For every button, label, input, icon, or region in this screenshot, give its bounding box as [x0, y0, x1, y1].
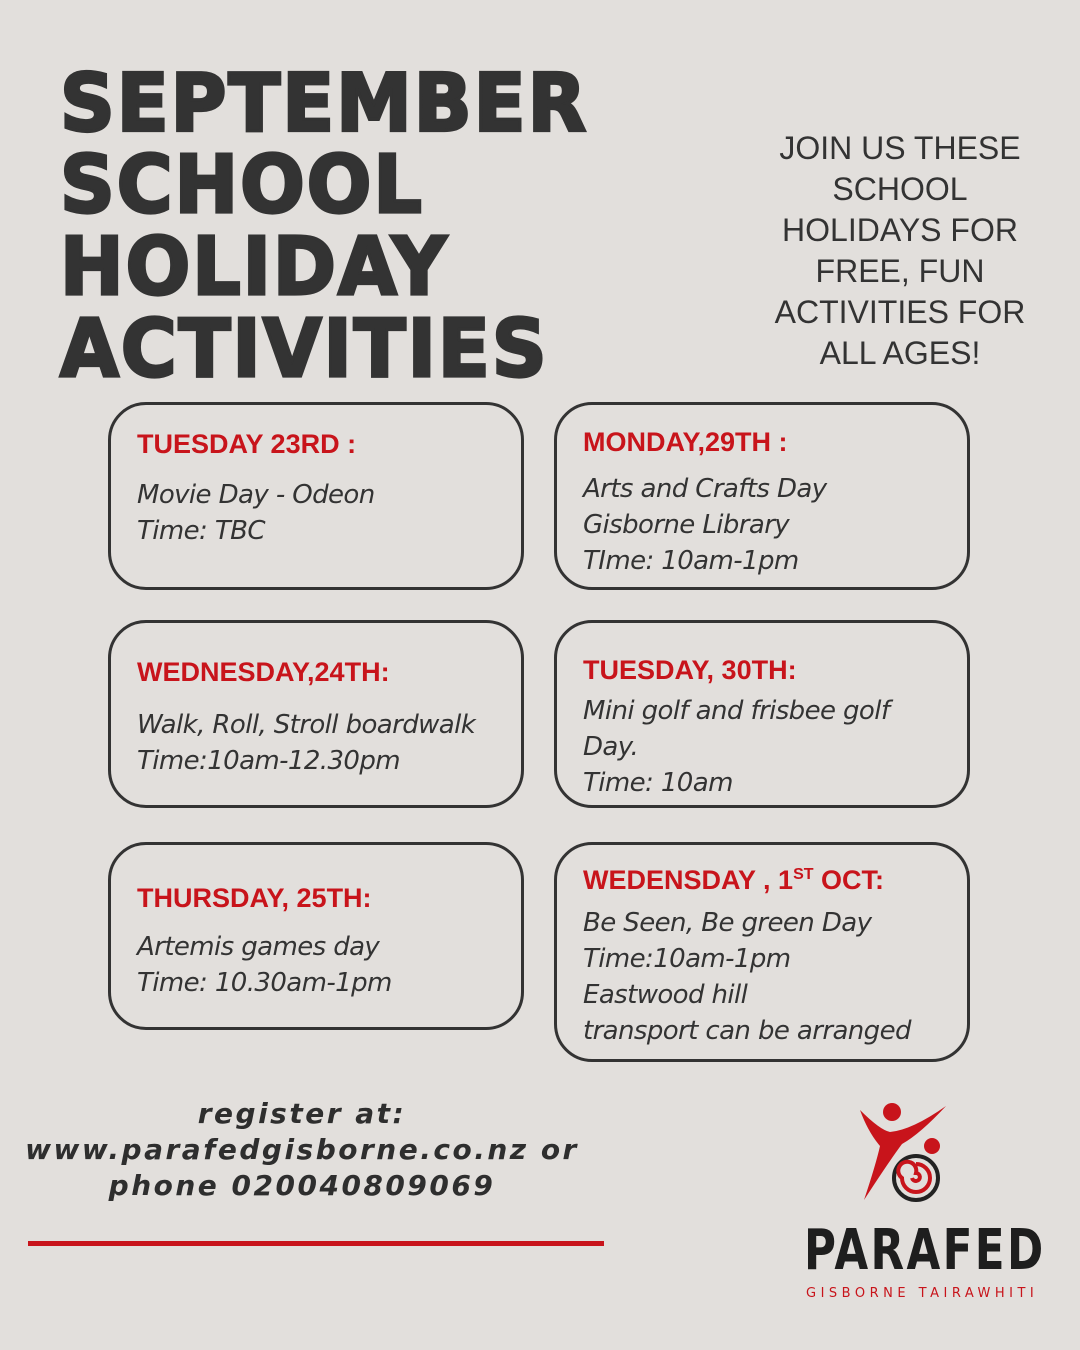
- divider-line: [28, 1241, 604, 1246]
- tagline-line: ALL AGES!: [819, 335, 981, 371]
- logo-name: PARAFED: [804, 1218, 1046, 1283]
- register-phone: phone 020040809069: [108, 1169, 496, 1202]
- event-line: Walk, Roll, Stroll boardwalk: [137, 710, 476, 740]
- event-line: Gisborne Library: [583, 510, 790, 540]
- title-line: SEPTEMBER: [60, 55, 589, 150]
- event-line: Eastwood hill: [583, 980, 748, 1010]
- tagline-line: ACTIVITIES FOR: [774, 294, 1026, 330]
- event-line: Artemis games day: [137, 932, 380, 962]
- event-day: [583, 865, 884, 896]
- event-line: Day.: [583, 732, 639, 762]
- event-day: MONDAY,29TH :: [583, 427, 788, 457]
- event-card-wednesday-24: [108, 620, 524, 808]
- tagline-line: HOLIDAYS FOR: [782, 212, 1018, 248]
- register-label: register at:: [197, 1097, 407, 1130]
- event-info: [583, 693, 889, 801]
- logo-subtitle: GISBORNE TAIRAWHITI: [806, 1286, 1039, 1301]
- event-line: Time: TBC: [137, 516, 265, 546]
- register-website[interactable]: www.parafedgisborne.co.nz or: [25, 1133, 579, 1166]
- tagline-line: JOIN US THESE: [779, 130, 1021, 166]
- event-line: Time: 10.30am-1pm: [137, 968, 392, 998]
- event-line: Be Seen, Be green Day: [583, 908, 872, 938]
- event-info: [583, 905, 911, 1049]
- page-title: [60, 55, 589, 395]
- event-line: Time:10am-12.30pm: [137, 746, 400, 776]
- event-card-tuesday-23: [108, 402, 524, 590]
- register-info: [14, 1096, 590, 1204]
- title-line: ACTIVITIES: [60, 301, 549, 395]
- tagline-line: FREE, FUN: [815, 253, 985, 289]
- event-day: TUESDAY 23RD :: [137, 429, 357, 459]
- event-card-thursday-25: [108, 842, 524, 1030]
- event-day-prefix: WEDENSDAY , 1: [583, 865, 794, 895]
- parafed-figure-icon: [850, 1100, 960, 1205]
- title-line: HOLIDAY: [60, 219, 449, 313]
- event-line: Mini golf and frisbee golf: [583, 696, 890, 726]
- event-line: Time: 10am: [583, 768, 733, 798]
- event-card-monday-29: [554, 402, 970, 590]
- event-day: TUESDAY, 30TH:: [583, 655, 797, 685]
- event-info: [137, 707, 475, 779]
- event-card-tuesday-30: [554, 620, 970, 808]
- event-card-wednesday-1-oct: [554, 842, 970, 1062]
- event-line: Arts and Crafts Day: [583, 474, 827, 504]
- event-day-suffix: OCT:: [813, 865, 885, 895]
- event-info: [583, 471, 827, 579]
- tagline: [760, 128, 1040, 374]
- event-line: Time:10am-1pm: [583, 944, 791, 974]
- event-line: TIme: 10am-1pm: [583, 546, 799, 576]
- parafed-logo: [800, 1100, 1046, 1310]
- event-line: transport can be arranged: [583, 1016, 911, 1046]
- event-day: WEDNESDAY,24TH:: [137, 657, 390, 687]
- event-info: [137, 477, 375, 549]
- title-line: SCHOOL: [60, 137, 424, 232]
- tagline-line: SCHOOL: [832, 171, 968, 207]
- event-day: THURSDAY, 25TH:: [137, 883, 372, 913]
- event-line: Movie Day - Odeon: [137, 480, 375, 510]
- event-info: [137, 929, 392, 1001]
- event-day-ordinal: ST: [793, 866, 814, 883]
